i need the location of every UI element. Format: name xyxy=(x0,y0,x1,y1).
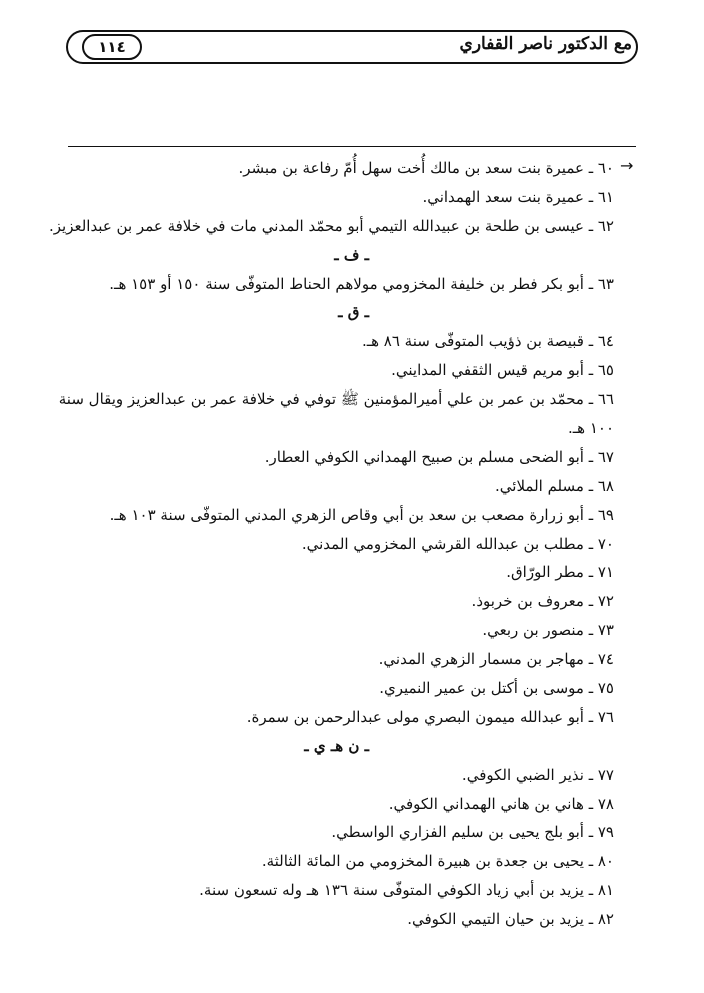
list-item: ٧٦ ـ أبو عبدالله ميمون البصري مولى عبدالرحمن بن سمرة. xyxy=(246,707,614,726)
running-title: مع الدكتور ناصر القفاري xyxy=(459,34,632,54)
list-item: ١٠٠ هـ. xyxy=(567,419,614,438)
list-item: ٨٠ ـ يحيى بن جعدة بن هبيرة المخزومي من المائة الثالثة. xyxy=(261,852,614,871)
list-item: ٦٣ ـ أبو بكر فطر بن خليفة المخزومي مولاهم الحناط المتوفّى سنة ١٥٠ أو ١٥٣ هـ. xyxy=(109,274,614,293)
list-item: ٦٢ ـ عيسى بن طلحة بن عبيدالله التيمي أبو محمّد المدني مات في خلافة عمر بن عبدالعزيز. xyxy=(48,216,614,235)
section-heading: ـ ق ـ xyxy=(338,303,369,322)
list-item: ٧٢ ـ معروف بن خربوذ. xyxy=(471,592,614,611)
list-item: ٦٦ ـ محمّد بن عمر بن علي أميرالمؤمنين ﷺ توفي في خلافة عمر بن عبدالعزيز ويقال سنة xyxy=(58,390,614,409)
page-header xyxy=(66,30,638,64)
list-item: ٦٥ ـ أبو مريم قيس الثقفي المدايني. xyxy=(391,361,614,380)
section-heading: ـ ف ـ xyxy=(334,245,369,264)
list-item: ٨٢ ـ يزيد بن حيان التيمي الكوفي. xyxy=(407,910,614,929)
list-item: ٧٨ ـ هاني بن هاني الهمداني الكوفي. xyxy=(388,794,614,813)
list-item: ٧٤ ـ مهاجر بن مسمار الزهري المدني. xyxy=(378,650,614,669)
list-item: ٧٣ ـ منصور بن ربعي. xyxy=(482,621,614,640)
list-item: ٦٧ ـ أبو الضحى مسلم بن صبيح الهمداني الكوفي العطار. xyxy=(264,447,614,466)
continuation-arrow-icon: → xyxy=(620,156,634,175)
narrator-list xyxy=(48,154,614,934)
list-item: ٦٨ ـ مسلم الملائي. xyxy=(495,476,614,495)
list-item: ٧٧ ـ نذير الضبي الكوفي. xyxy=(461,765,614,784)
section-heading: ـ ن هـ ي ـ xyxy=(304,736,369,755)
header-rule xyxy=(68,146,636,147)
list-item: ٦٩ ـ أبو زرارة مصعب بن سعد بن أبي وقاص الزهري المدني المتوفّى سنة ١٠٣ هـ. xyxy=(109,505,614,524)
page-number: ١١٤ xyxy=(82,34,142,60)
list-item: ٧٩ ـ أبو بلج يحيى بن سليم الفزاري الواسطي. xyxy=(331,823,614,842)
list-item: ٧٥ ـ موسى بن أكتل بن عمير النميري. xyxy=(379,679,614,698)
list-item: ٦٤ ـ قبيصة بن ذؤيب المتوفّى سنة ٨٦ هـ. xyxy=(361,332,614,351)
list-item: ٦١ ـ عميرة بنت سعد الهمداني. xyxy=(422,187,614,206)
list-item: ٧١ ـ مطر الورّاق. xyxy=(506,563,614,582)
list-item: ٧٠ ـ مطلب بن عبدالله القرشي المخزومي المدني. xyxy=(301,534,614,553)
list-item: ٨١ ـ يزيد بن أبي زياد الكوفي المتوفّى سنة ١٣٦ هـ وله تسعون سنة. xyxy=(199,881,614,900)
list-item: ٦٠ ـ عميرة بنت سعد بن مالك أُخت سهل أُمّ رفاعة بن مبشر. xyxy=(238,159,614,177)
